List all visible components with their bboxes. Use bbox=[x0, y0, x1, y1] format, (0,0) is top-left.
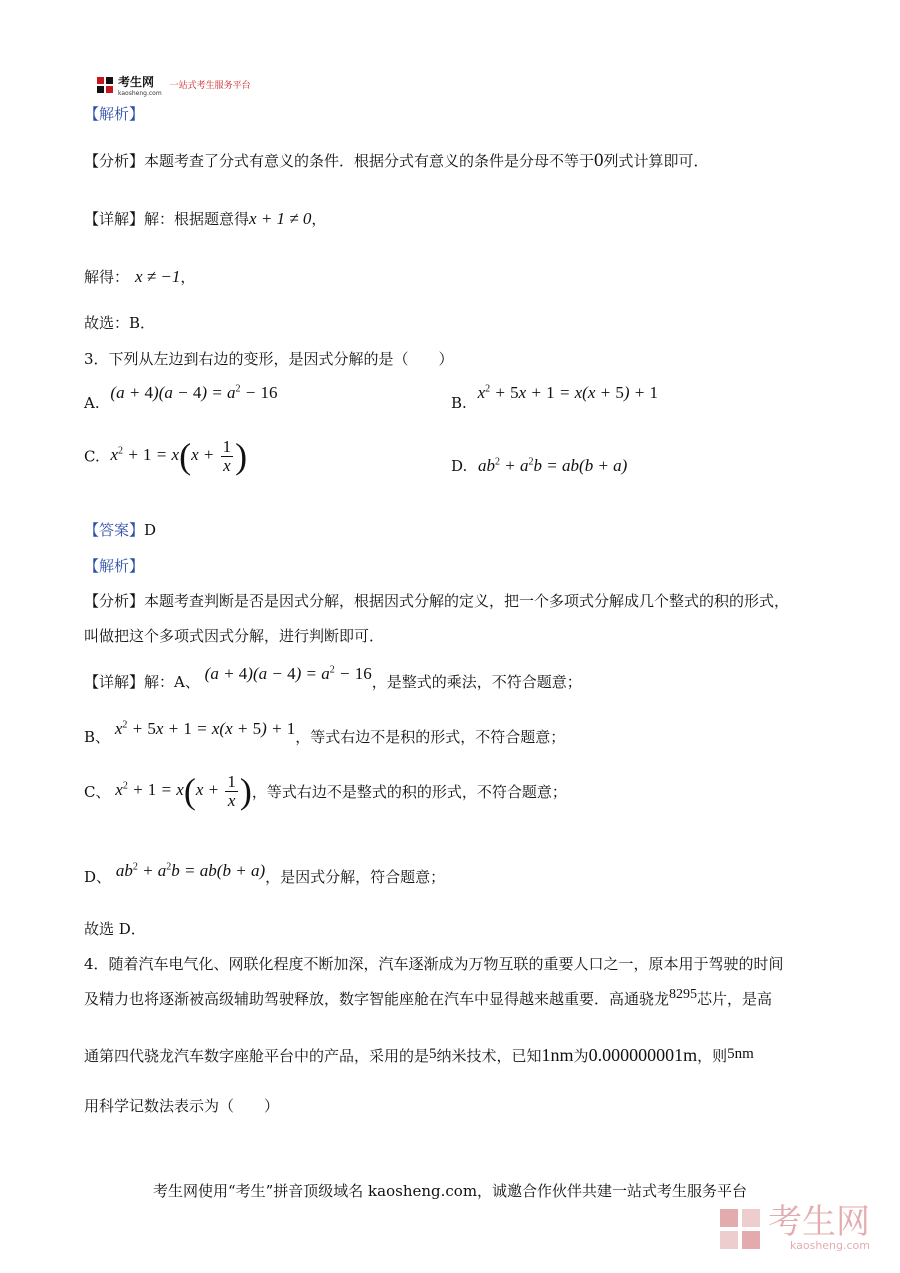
q2-fenxi-text: 本题考查了分式有意义的条件．根据分式有意义的条件是分母不等于 bbox=[144, 152, 595, 170]
q4-line3-d: ，则 bbox=[697, 1047, 728, 1065]
q3-answer-value: D bbox=[144, 521, 157, 539]
q3-option-a-math: $(a + 4)(a - 4) = a^2 - 16$ bbox=[110, 383, 278, 402]
q4-line4: 用科学记数法表示为（ ） bbox=[84, 1097, 280, 1115]
q2-condition-math: x + 1 ≠ 0 bbox=[249, 209, 312, 228]
q4-unit-value: 0.000000001m bbox=[588, 1045, 698, 1065]
q3-detail-b-prefix: B、 bbox=[84, 728, 111, 746]
q2-jiexi-label: 【解析】 bbox=[84, 105, 145, 123]
q3-option-d-math: $ab^2 + a^2b = ab(b + a)$ bbox=[478, 456, 628, 475]
q2-detail bbox=[84, 208, 326, 229]
q3-detail-b-math: $x^2 + 5x + 1 = x(x + 5) + 1$ bbox=[114, 719, 296, 738]
q2-analysis bbox=[84, 150, 709, 172]
q4-line3 bbox=[84, 1045, 754, 1066]
q3-detail-b bbox=[84, 718, 566, 746]
watermark-text: 考生网 bbox=[768, 1202, 870, 1242]
q4-unit-1nm: 1nm bbox=[541, 1045, 574, 1065]
q4-line2 bbox=[84, 988, 772, 1009]
q3-stem: 3．下列从左边到右边的变形，是因式分解的是（ ） bbox=[84, 350, 454, 368]
q3-option-c bbox=[84, 438, 247, 475]
q3-detail-d-text: ，是因式分解，符合题意； bbox=[265, 868, 446, 886]
q2-fenxi-tail: 列式计算即可． bbox=[603, 152, 709, 170]
watermark-domain: kaosheng.com bbox=[789, 1239, 870, 1252]
q2-fenxi-zero: 0 bbox=[594, 150, 604, 171]
q3-answer bbox=[84, 519, 156, 540]
q2-xiangjie-text: 解：根据题意得 bbox=[144, 210, 250, 228]
q3-jiexi-label: 【解析】 bbox=[84, 557, 145, 575]
q3-detail-a-math: $(a + 4)(a - 4) = a^2 - 16$ bbox=[204, 664, 372, 683]
q4-chip-model: 8295 bbox=[669, 987, 698, 1002]
q3-option-c-label: C. bbox=[84, 447, 100, 466]
q3-detail-d-prefix: D、 bbox=[84, 868, 112, 886]
watermark-text-block bbox=[768, 1202, 870, 1252]
q2-comma: ， bbox=[311, 210, 327, 228]
q3-option-d-label: D. bbox=[451, 457, 468, 475]
watermark bbox=[718, 1202, 870, 1252]
q3-option-d bbox=[451, 456, 627, 476]
q4-nm-value: 5 bbox=[429, 1046, 437, 1062]
q4-line3-a: 通第四代骁龙汽车数字座舱平台中的产品，采用的是 bbox=[84, 1047, 430, 1065]
q3-option-a-label: A. bbox=[84, 394, 100, 412]
q2-comma-2: ， bbox=[180, 268, 196, 286]
q3-detail-c-prefix: C、 bbox=[84, 782, 111, 801]
q4-5nm: 5nm bbox=[727, 1046, 754, 1062]
q3-analysis-line2: 叫做把这个多项式因式分解，进行判断即可． bbox=[84, 627, 385, 645]
q3-option-a bbox=[84, 383, 278, 412]
footer-text: 考生网使用“考生”拼音顶级域名 kaosheng.com，诚邀合作伙伴共建一站式考生服务平台 bbox=[152, 1182, 748, 1200]
q2-answer: 故选：B． bbox=[84, 314, 156, 332]
q3-answer-tag: 【答案】 bbox=[84, 521, 145, 539]
q4-line3-c: 为 bbox=[573, 1047, 589, 1065]
q4-line3-b: 纳米技术，已知 bbox=[436, 1047, 542, 1065]
logo-slogan: 一站式考生服务平台 bbox=[169, 81, 251, 91]
q2-solution-math: x ≠ −1 bbox=[135, 267, 181, 286]
q3-detail-a bbox=[84, 663, 582, 691]
q3-detail-a-text: ，是整式的乘法，不符合题意； bbox=[371, 673, 582, 691]
q3-option-c-math: $x^2 + 1 = x(x$ + $\frac{1}{x}$ ) bbox=[110, 436, 248, 477]
q3-detail-c bbox=[84, 773, 567, 810]
q3-analysis-line1 bbox=[84, 590, 789, 611]
q3-detail-c-math: $x^2 + 1 = x(x$ + $\frac{1}{x}$ ) bbox=[115, 771, 252, 812]
q3-option-b-label: B. bbox=[451, 394, 467, 412]
logo-brand: 考生网 bbox=[118, 75, 155, 89]
q2-xiangjie-tag: 【详解】 bbox=[84, 210, 145, 228]
kaosheng-logo-icon bbox=[96, 76, 114, 94]
q3-xiangjie-tag: 【详解】 bbox=[84, 673, 145, 691]
q2-jiede-label: 解得： bbox=[84, 268, 130, 286]
q3-option-b bbox=[451, 383, 659, 412]
q3-fenxi-line1: 本题考查判断是否是因式分解，根据因式分解的定义，把一个多项式分解成几个整式的积的形式， bbox=[144, 592, 790, 610]
watermark-logo-icon bbox=[718, 1207, 762, 1251]
logo-text bbox=[118, 72, 162, 97]
q3-detail-c-text: ，等式右边不是整式的积的形式，不符合题意； bbox=[251, 782, 567, 801]
q3-detail-d bbox=[84, 860, 446, 886]
q3-final-answer: 故选 D． bbox=[84, 920, 146, 938]
q2-solve bbox=[84, 266, 195, 287]
q3-fenxi-tag: 【分析】 bbox=[84, 592, 145, 610]
q4-line1: 4．随着汽车电气化、网联化程度不断加深，汽车逐渐成为万物互联的重要人口之一，原本用于驾驶的时间 bbox=[84, 955, 784, 973]
q3-detail-d-math: $ab^2 + a^2b = ab(b + a)$ bbox=[115, 861, 266, 880]
logo-domain: kaosheng.com bbox=[118, 90, 162, 97]
header-logo bbox=[96, 72, 251, 97]
q3-option-b-math: $x^2 + 5x + 1 = x(x + 5) + 1$ bbox=[477, 383, 659, 402]
q3-detail-a-prefix: 解：A、 bbox=[144, 673, 200, 691]
q2-fenxi-tag: 【分析】 bbox=[84, 152, 145, 170]
q4-line2-a: 及精力也将逐渐被高级辅助驾驶释放，数字智能座舱在汽车中显得越来越重要．高通骁龙 bbox=[84, 990, 670, 1008]
q4-line2-b: 芯片，是高 bbox=[697, 990, 773, 1008]
q3-detail-b-text: ，等式右边不是积的形式，不符合题意； bbox=[295, 728, 566, 746]
